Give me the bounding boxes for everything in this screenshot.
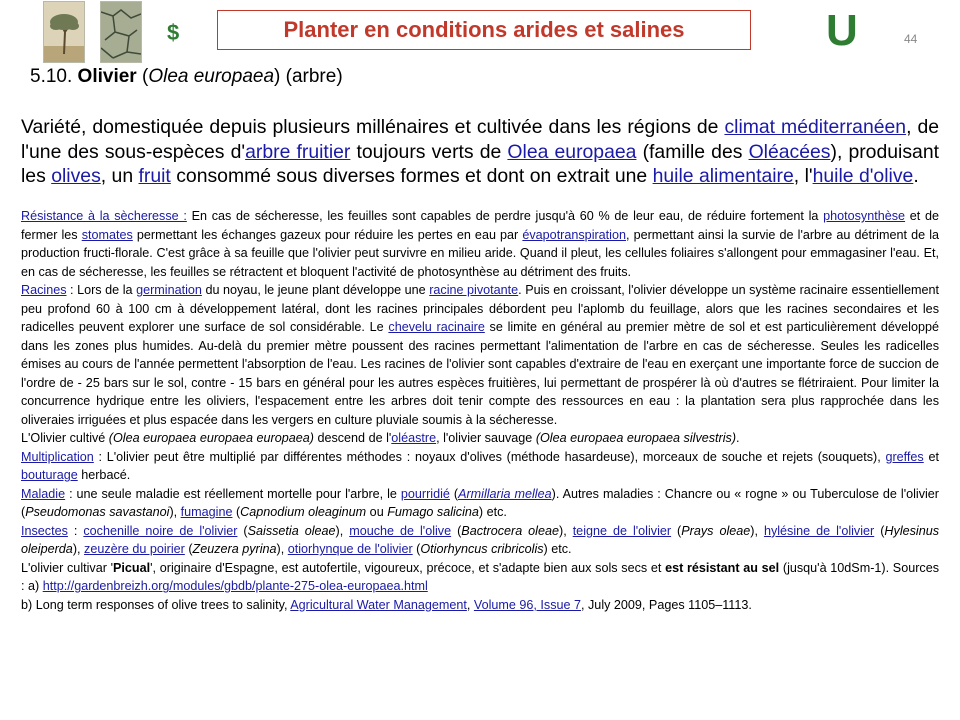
link-photosynthese[interactable]: photosynthèse — [823, 209, 906, 224]
u-symbol: U — [826, 6, 858, 55]
link-maladie[interactable]: Maladie — [21, 486, 66, 501]
slide-title: Planter en conditions arides et salines — [283, 17, 685, 42]
source-b-text: , — [466, 597, 474, 612]
link-huile-d-olive[interactable]: huile d'olive — [812, 164, 914, 187]
insectes-latin: Prays oleae — [681, 523, 751, 538]
multiplication-paragraph — [21, 448, 939, 485]
insectes-latin: Saissetia oleae — [247, 523, 336, 538]
intro-text: (famille des — [636, 140, 749, 163]
link-zeuzere-poirier[interactable]: zeuzère du poirier — [84, 542, 185, 557]
insectes-text: ( — [451, 523, 462, 538]
cracked-soil-thumbnail — [100, 1, 142, 63]
racines-text: du noyau, le jeune plant développe une — [201, 283, 430, 298]
link-racines[interactable]: Racines — [21, 283, 67, 298]
link-agricultural-water-management[interactable]: Agricultural Water Management — [290, 597, 467, 612]
picual-text: (jusqu'à 10dSm-1). Sources : a) — [21, 560, 939, 594]
resistance-text: permettant les échanges gazeux pour réduire les pertes en eau par — [132, 227, 523, 242]
racines-text: : Lors de la — [66, 283, 137, 298]
multiplication-text: herbacé. — [77, 468, 131, 483]
picual-text: L'olivier cultivar ' — [21, 560, 114, 575]
multiplication-text: : L'olivier peut être multiplié par différentes méthodes : noyaux d'olives (méthode hasardeuse), morceaux de souche et rejets (souquets), — [93, 449, 886, 464]
link-chevelu-racinaire[interactable]: chevelu racinaire — [388, 320, 485, 335]
insectes-text: ), — [335, 523, 350, 538]
section-number: 5.10. — [30, 66, 73, 87]
link-volume-96-issue-7[interactable]: Volume 96, Issue 7 — [473, 597, 582, 612]
link-bouturage[interactable]: bouturage — [21, 468, 78, 483]
maladie-text: ), — [169, 505, 181, 520]
link-mouche-olive[interactable]: mouche de l'olive — [349, 523, 452, 538]
insectes-paragraph — [21, 522, 939, 559]
link-insectes[interactable]: Insectes — [21, 523, 68, 538]
picual-salt-resistance: est résistant au sel — [665, 560, 780, 575]
intro-text: , l' — [793, 164, 813, 187]
link-olives[interactable]: olives — [51, 164, 101, 187]
insectes-latin: Hylesinus oleiperda — [21, 523, 940, 557]
resistance-paragraph — [21, 207, 939, 281]
link-gardenbreizh-source[interactable]: http://gardenbreizh.org/modules/gbdb/plante-275-olea-europaea.html — [42, 579, 428, 594]
insectes-text: ( — [412, 542, 421, 557]
racines-text: . Puis en croissant, l'olivier développe un système racinaire essentiellement peu profond 60 à 100 cm à développement latéral, dont les racines principales débordent peu l'aplomb du feuillage, alors que les racines secondaires et les radicelles peuvent explorer une surface de sol considérable. Le — [21, 283, 939, 335]
cultive-text: , l'olivier sauvage — [436, 431, 536, 446]
main-content — [21, 96, 939, 614]
page-number: 44 — [904, 32, 918, 46]
link-fruit[interactable]: fruit — [138, 164, 171, 187]
link-arbre-fruitier[interactable]: arbre fruitier — [245, 140, 351, 163]
link-oleastre[interactable]: oléastre — [391, 431, 437, 446]
insectes-text: ), — [72, 542, 85, 557]
link-germination[interactable]: germination — [136, 283, 202, 298]
link-cochenille-noire[interactable]: cochenille noire de l'olivier — [83, 523, 238, 538]
link-stomates[interactable]: stomates — [81, 227, 133, 242]
resistance-text: et de fermer les — [21, 209, 939, 242]
detail-section — [21, 207, 939, 614]
section-name: Olivier — [77, 66, 137, 87]
source-b-text: , July 2009, Pages 1105–1113. — [581, 597, 752, 612]
resistance-text: , permettant ainsi la survie de l'arbre au détriment de la production fructi-florale. C'est grâce à sa feuille que l'olivier peut survivre en milieu aride. Quand il pleut, les cellules foliaires s'allongent pour emmagasiner l'eau. Et, en cas de sécheresse, les feuilles se rétractent et bloquent l'activité de photosynthèse au détriment des fruits. — [21, 227, 939, 279]
insectes-text: ), — [750, 523, 764, 538]
link-huile-alimentaire[interactable]: huile alimentaire — [652, 164, 794, 187]
picual-paragraph — [21, 559, 939, 596]
maladie-text: ( — [232, 505, 241, 520]
maladie-text: ou — [366, 505, 388, 520]
slide-title-box — [217, 10, 751, 50]
intro-text: Variété, domestiquée depuis plusieurs millénaires et cultivée dans les régions de — [21, 116, 725, 139]
picual-cultivar-name: Picual — [113, 560, 151, 575]
insectes-text: ( — [237, 523, 248, 538]
picual-text: ', originaire d'Espagne, est autofertile, vigoureux, précoce, et s'adapte bien aux sols secs et — [150, 560, 666, 575]
link-fumagine[interactable]: fumagine — [180, 505, 233, 520]
link-otiorhynque-olivier[interactable]: otiorhynque de l'olivier — [287, 542, 413, 557]
insectes-text: ) etc. — [543, 542, 572, 557]
maladie-latin: Fumago salicina — [387, 505, 479, 520]
link-pourridie[interactable]: pourridié — [400, 486, 450, 501]
source-b-paragraph — [21, 596, 939, 615]
cultive-paragraph — [21, 429, 939, 448]
section-type: (arbre) — [285, 66, 343, 87]
tree-thumbnail — [43, 1, 85, 63]
maladie-latin: Capnodium oleaginum — [240, 505, 367, 520]
intro-text: , de l'une des sous-espèces d' — [21, 116, 940, 163]
maladie-paragraph — [21, 485, 939, 522]
section-heading: 5.10. Olivier (Olea europaea) (arbre) — [30, 66, 343, 87]
maladie-text: ( — [449, 486, 459, 501]
link-greffes[interactable]: greffes — [885, 449, 924, 464]
cultive-latin: (Olea europaea europaea silvestris) — [535, 431, 737, 446]
insectes-text: : — [67, 523, 84, 538]
insectes-latin: Zeuzera pyrina — [192, 542, 277, 557]
intro-text: ), produisant les — [21, 140, 939, 187]
link-racine-pivotante[interactable]: racine pivotante — [429, 283, 519, 298]
resistance-text: En cas de sécheresse, les feuilles sont capables de perdre jusqu'à 60 % de leur eau, de réduire fortement la — [186, 209, 824, 224]
racines-text: se limite en général au premier mètre de sol et est particulièrement développé dans les zones plus humides. Au-delà du premier mètre poussent des racines permettant l'alimentation de l'arbre en cas de sécheresse. Seules les radicelles émises au cours de l'année permettent l'absorption de l'eau. Les racines de l'olivier sont capables d'extraire de l'eau en exerçant une importante force de succion de l'ordre de - 25 bars sur le sol, contre - 15 bars en général pour les autres espèces fruitières, lui permettant de prospérer là où d'autres se flétriraient. Pour limiter la concurrence hydrique entre les oliviers, l'espacement entre les arbres doit tenir compte des ressources en eau : la plantation sera plus rapprochée dans les oliveraies irriguées et plus espacée dans les vergers en culture pluviale soumis à la sécheresse. — [21, 320, 939, 427]
maladie-text: ). Autres maladies : Chancre ou « rogne » ou Tuberculose de l'olivier ( — [21, 486, 939, 520]
link-armillaria-mellea[interactable]: Armillaria mellea — [458, 486, 552, 501]
maladie-text: : une seule maladie est réellement mortelle pour l'arbre, le — [65, 486, 401, 501]
insectes-text: ( — [184, 542, 193, 557]
insectes-text: ( — [874, 523, 885, 538]
cultive-text: descend de l' — [313, 431, 392, 446]
insectes-text: ), — [559, 523, 573, 538]
link-multiplication[interactable]: Multiplication — [21, 449, 94, 464]
cultive-text: . — [736, 431, 740, 446]
insectes-latin: Otiorhyncus cribricolis — [420, 542, 544, 557]
link-climat-mediterraneen[interactable]: climat méditerranéen — [724, 116, 907, 139]
source-b-text: b) Long term responses of olive trees to salinity, — [21, 597, 291, 612]
racines-paragraph — [21, 281, 939, 429]
maladie-text: ) etc. — [478, 505, 507, 520]
link-oleacees[interactable]: Oléacées — [748, 140, 831, 163]
link-resistance-secheresse[interactable]: Résistance à la sècheresse : — [21, 209, 187, 224]
intro-text: , un — [100, 164, 139, 187]
insectes-text: ), — [276, 542, 288, 557]
intro-text: consommé sous diverses formes et dont on extrait une — [170, 164, 653, 187]
intro-text: toujours verts de — [350, 140, 508, 163]
cultive-latin: (Olea europaea europaea europaea) — [108, 431, 314, 446]
insectes-text: ( — [671, 523, 682, 538]
cultive-text: L'Olivier cultivé — [21, 431, 109, 446]
dollar-symbol: $ — [167, 20, 180, 45]
intro-paragraph — [21, 115, 939, 188]
link-hylesine-olivier[interactable]: hylésine de l'olivier — [763, 523, 875, 538]
multiplication-text: et — [923, 449, 939, 464]
intro-text: . — [913, 164, 919, 187]
link-evapotranspiration[interactable]: évapotranspiration — [522, 227, 626, 242]
maladie-latin: Pseudomonas savastanoi — [25, 505, 170, 520]
link-teigne-olivier[interactable]: teigne de l'olivier — [572, 523, 672, 538]
insectes-latin: Bactrocera oleae — [461, 523, 559, 538]
link-olea-europaea[interactable]: Olea europaea — [507, 140, 637, 163]
section-latin-name: Olea europaea — [148, 66, 275, 87]
